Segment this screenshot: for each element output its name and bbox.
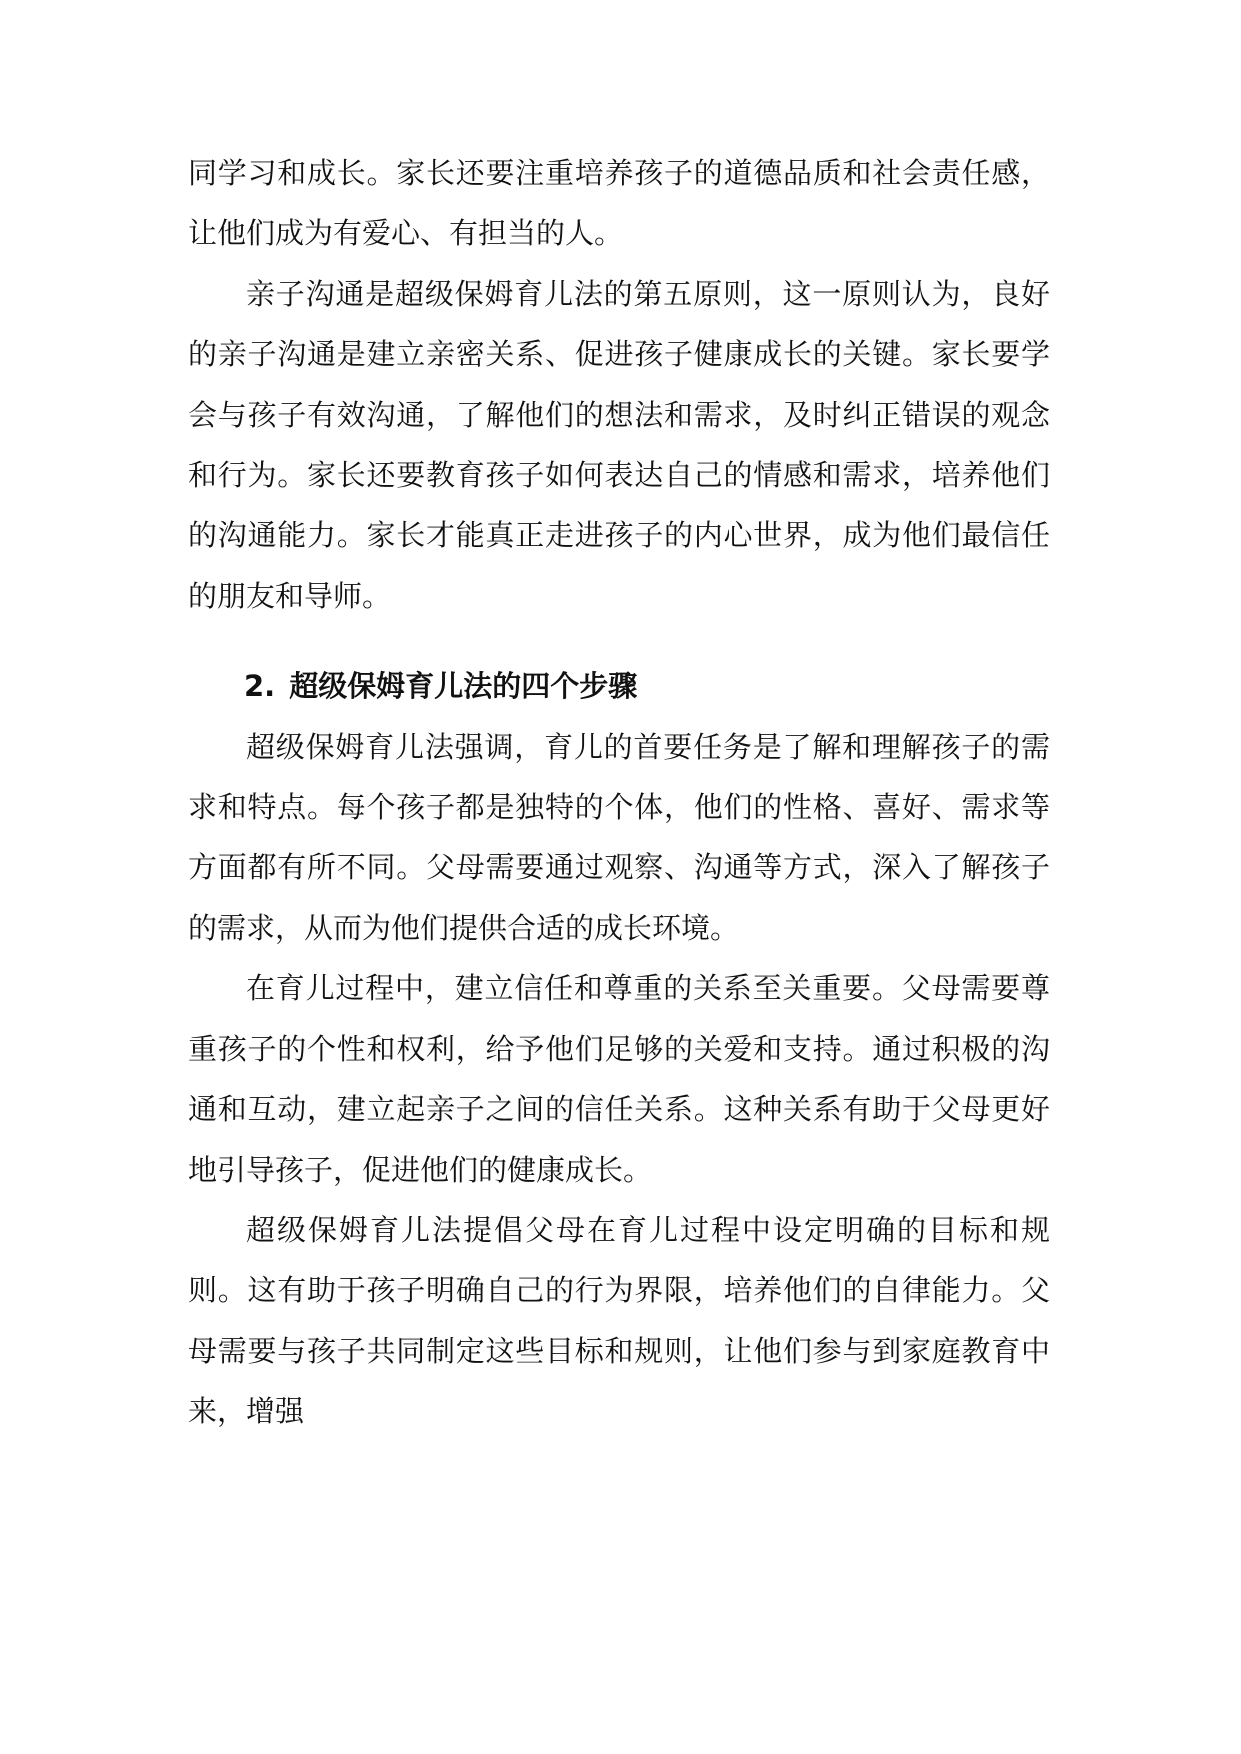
paragraph-trust-respect: 在育儿过程中，建立信任和尊重的关系至关重要。父母需要尊重孩子的个性和权利，给予他们足够的关爱和支持。通过积极的沟通和互动，建立起亲子之间的信任关系。这种关系有助于父母更好地引导孩子，促进他们的健康成长。 — [188, 971, 1050, 1187]
section-number: 2. — [244, 669, 276, 704]
paragraph-parent-child-communication: 亲子沟通是超级保姆育儿法的第五原则，这一原则认为，良好的亲子沟通是建立亲密关系、促进孩子健康成长的关键。家长要学会与孩子有效沟通，了解他们的想法和需求，及时纠正错误的观念和行为。家长还要教育孩子如何表达自己的情感和需求，培养他们的沟通能力。家长才能真正走进孩子的内心世界，成为他们最信任的朋友和导师。 — [188, 276, 1050, 613]
section-title: 超级保姆育儿法的四个步骤 — [289, 669, 638, 704]
paragraph-understand-needs: 超级保姆育儿法强调，育儿的首要任务是了解和理解孩子的需求和特点。每个孩子都是独特的个体，他们的性格、喜好、需求等方面都有所不同。父母需要通过观察、沟通等方式，深入了解孩子的需求，从而为他们提供合适的成长环境。 — [188, 729, 1050, 945]
document-body — [188, 143, 1050, 1442]
paragraph-continuation: 同学习和成长。家长还要注重培养孩子的道德品质和社会责任感，让他们成为有爱心、有担当的人。 — [188, 156, 1050, 251]
section-heading — [188, 656, 1050, 716]
paragraph-goals-rules: 超级保姆育儿法提倡父母在育儿过程中设定明确的目标和规则。这有助于孩子明确自己的行为界限，培养他们的自律能力。父母需要与孩子共同制定这些目标和规则，让他们参与到家庭教育中来，增强 — [188, 1212, 1050, 1429]
